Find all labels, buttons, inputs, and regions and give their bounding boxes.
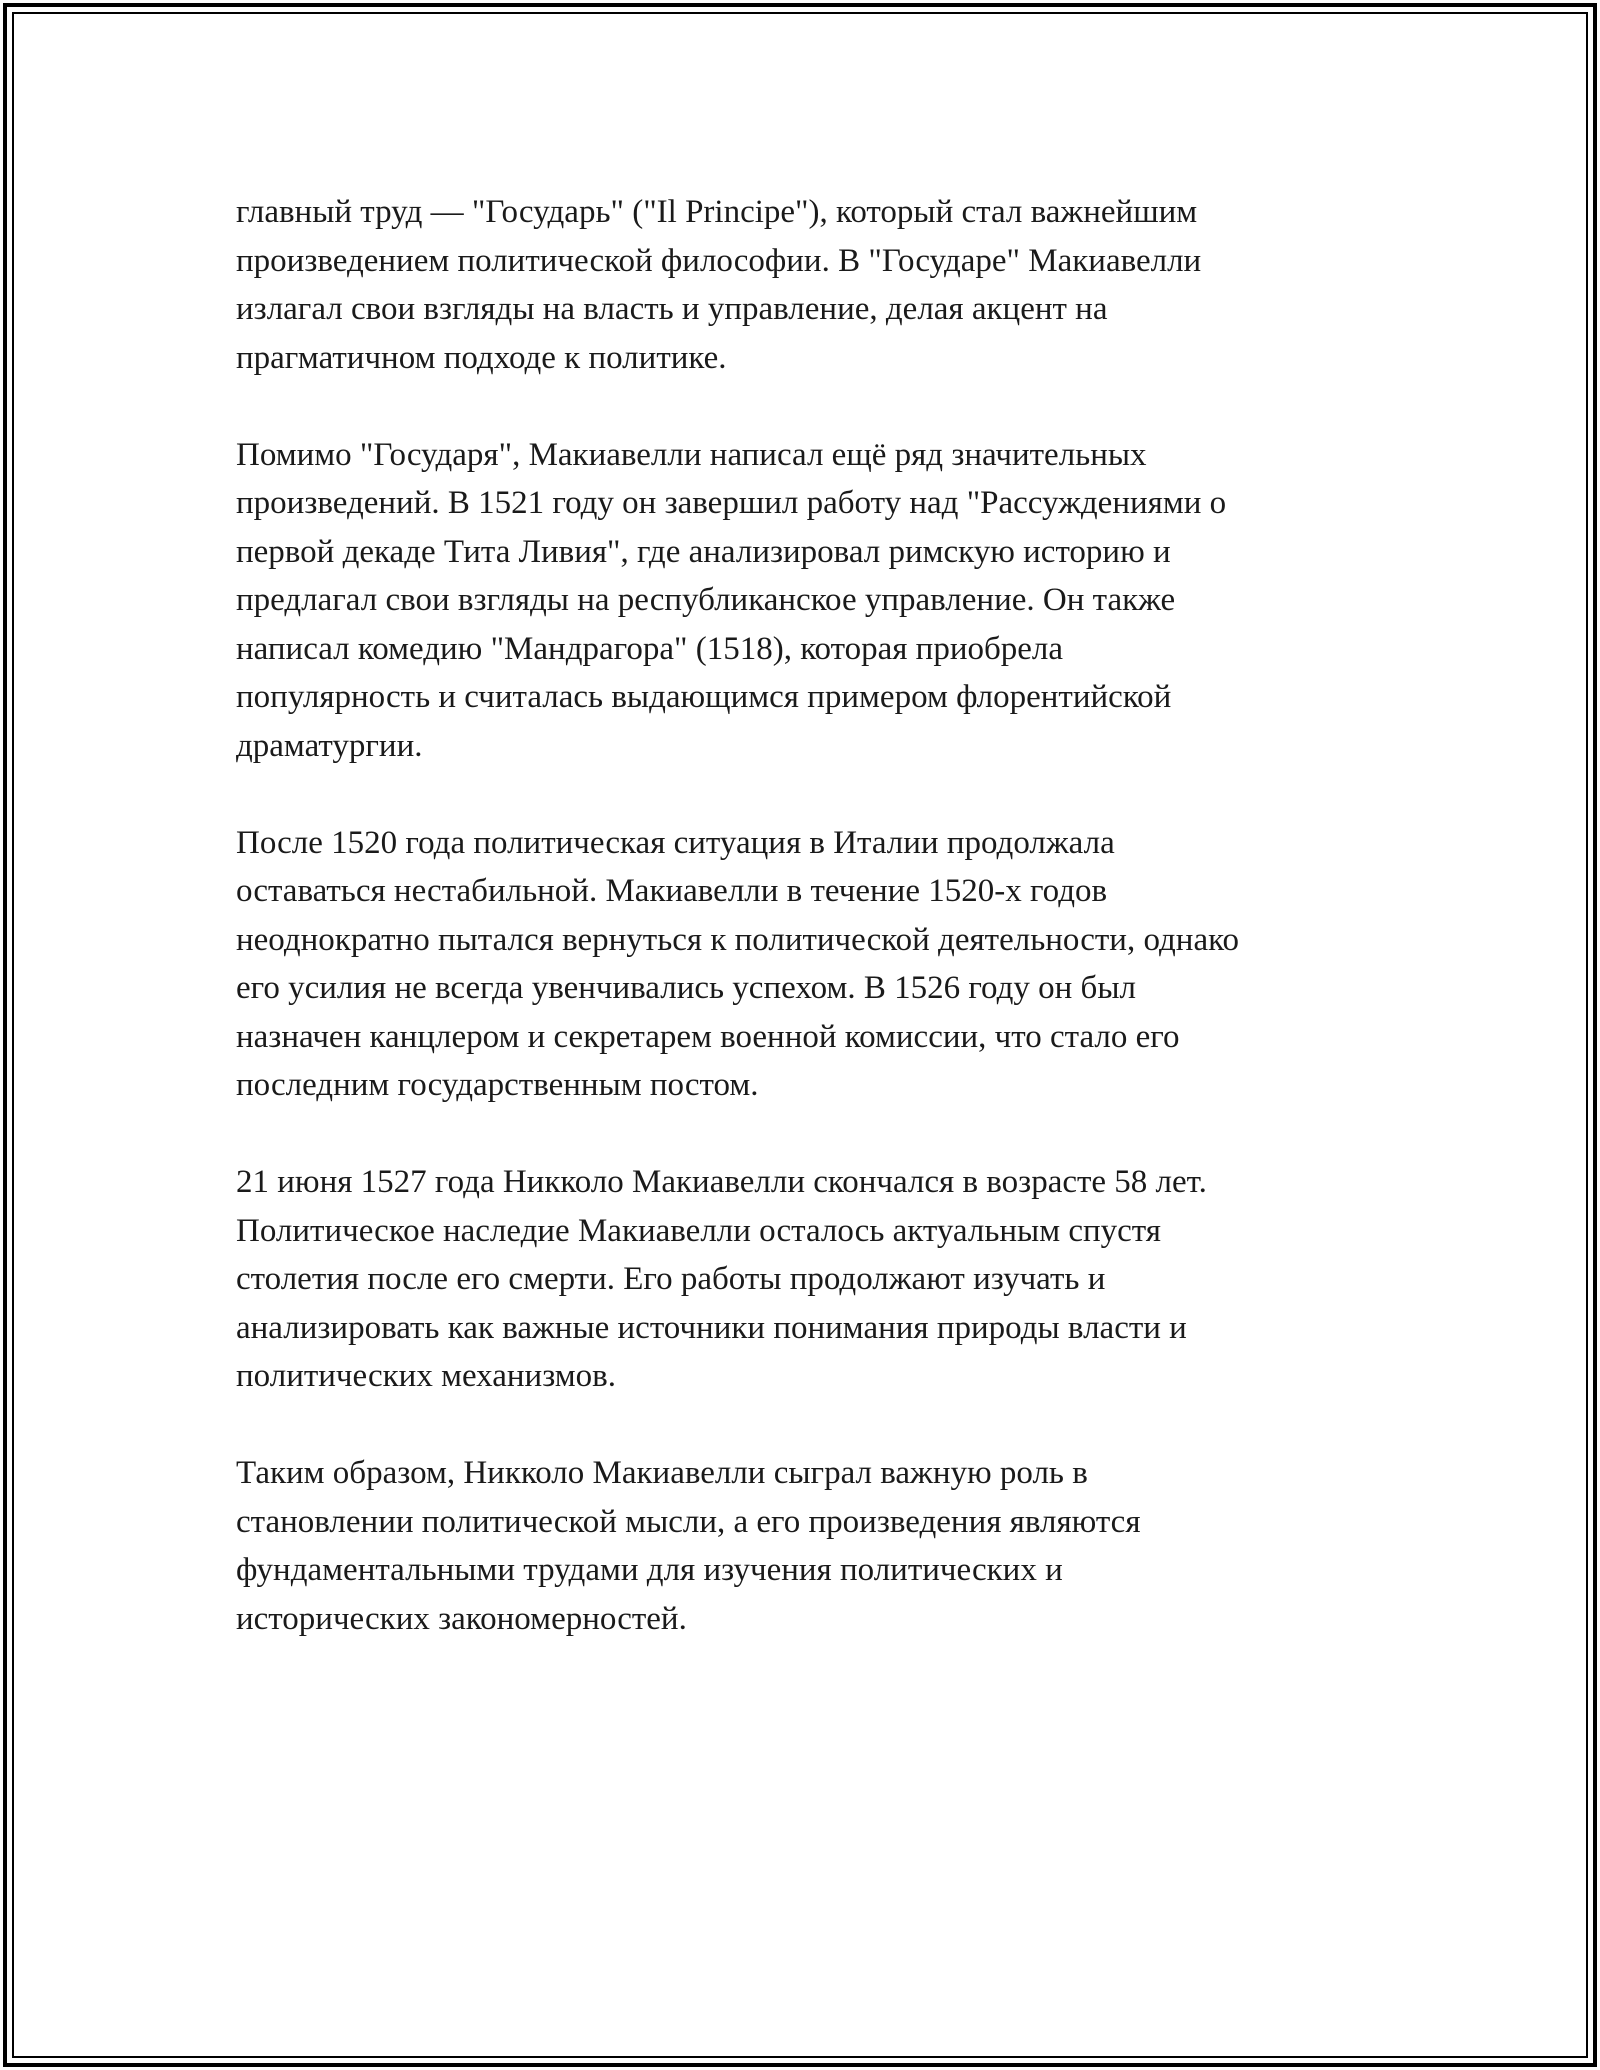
paragraph: Помимо "Государя", Макиавелли написал ещё ряд значительных произведений. В 1521 году он завершил работу над "Рассуждениями о первой декаде Тита Ливия", где анализировал римскую историю и предлагал свои взгляды на республиканское управление. Он также написал комедию "Мандрагора" (1518), которая приобрела популярность и считалась выдающимся примером флорентийской драматургии.: [236, 436, 1227, 764]
paragraph: После 1520 года политическая ситуация в Италии продолжала оставаться нестабильной. Макиавелли в течение 1520-х годов неоднократно пытался вернуться к политической деятельности, однако его усилия не всегда увенчивались успехом. В 1526 году он был назначен канцлером и секретарем военной комиссии, что стало его последним государственным постом.: [236, 824, 1239, 1103]
document-body: [236, 188, 1386, 1692]
paragraph: главный труд — "Государь" ("Il Principe"), который стал важнейшим произведением политической философии. В "Государе" Макиавелли излагал свои взгляды на власть и управление, делая акцент на прагматичном подходе к политике.: [236, 194, 1202, 376]
paragraph: 21 июня 1527 года Никколо Макиавелли скончался в возрасте 58 лет. Политическое наследие Макиавелли осталось актуальным спустя столетия после его смерти. Его работы продолжают изучать и анализировать как важные источники понимания природы власти и политических механизмов.: [236, 1164, 1207, 1394]
paragraph: Таким образом, Никколо Макиавелли сыграл важную роль в становлении политической мысли, а его произведения являются фундаментальными трудами для изучения политических и исторических закономерностей.: [236, 1455, 1141, 1637]
